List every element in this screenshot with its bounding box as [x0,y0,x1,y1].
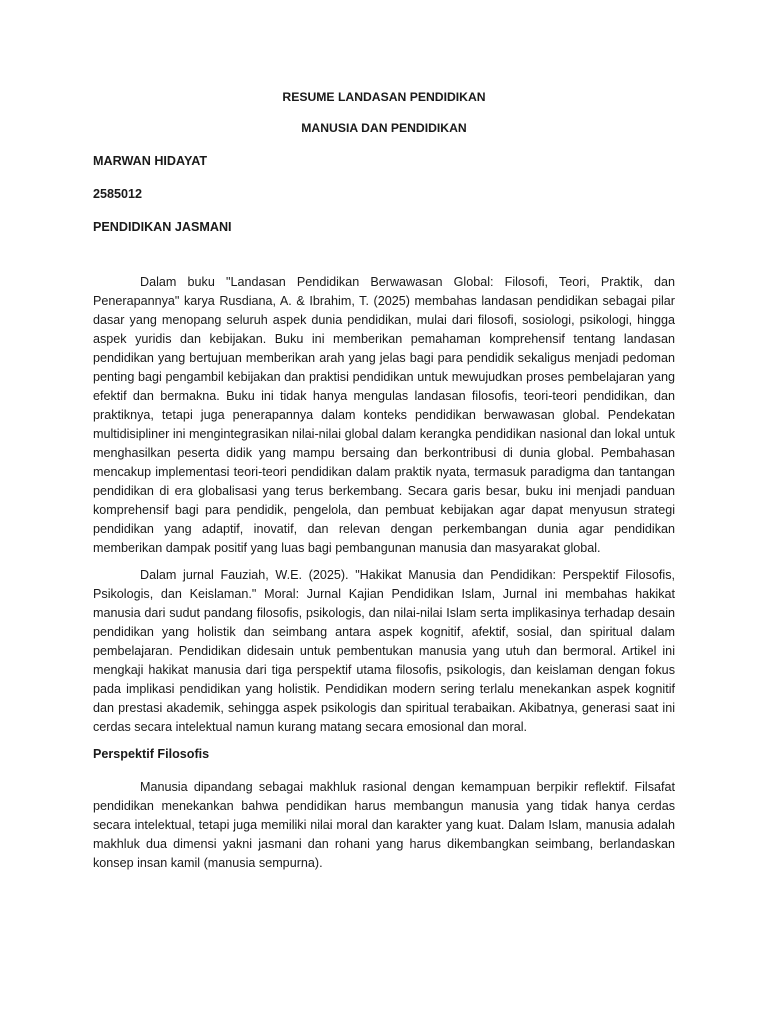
document-title: RESUME LANDASAN PENDIDIKAN [282,90,486,104]
paragraph-philosophical-perspective: Manusia dipandang sebagai makhluk rasional dengan kemampuan berpikir reflektif. Filsafat pendidikan menekankan bahwa pendidikan harus membangun manusia yang tidak hanya cerdas secara intelektual, tetapi juga memiliki nilai moral dan karakter yang kuat. Dalam Islam, manusia adalah makhluk dua dimensi yakni jasmani dan rohani yang harus dikembangkan seimbang, berlandaskan konsep insan kamil (manusia sempurna). [93,780,675,870]
paragraph-journal-summary: Dalam jurnal Fauziah, W.E. (2025). "Hakikat Manusia dan Pendidikan: Perspektif Filosofis, Psikologis, dan Keislaman." Moral: Jurnal Kajian Pendidikan Islam, Jurnal ini membahas hakikat manusia dari sudut pandang filosofis, psikologis, dan nilai-nilai Islam serta implikasinya terhadap desain pendidikan yang holistik dan seimbang antara aspek kognitif, afektif, sosial, dan spiritual dalam pembelajaran. Pendidikan didesain untuk pembentukan manusia yang utuh dan bermoral. Artikel ini mengkaji hakikat manusia dari tiga perspektif utama filosofis, psikologis, dan keislaman dengan fokus pada implikasi pendidikan yang holistik. Pendidikan modern sering terlalu menekankan aspek kognitif dan prestasi akademik, sehingga aspek psikologis dan spiritual terabaikan. Akibatnya, generasi saat ini cerdas secara intelektual namun kurang matang secara emosional dan moral. [93,568,675,734]
document-body [93,88,675,873]
paragraph-book-summary: Dalam buku "Landasan Pendidikan Berwawasan Global: Filosofi, Teori, Praktik, dan Penerapannya" karya Rusdiana, A. & Ibrahim, T. (2025) membahas landasan pendidikan sebagai pilar dasar yang menopang seluruh aspek dunia pendidikan, mulai dari filosofi, sosiologi, psikologi, hingga aspek yuridis dan kebijakan. Buku ini memberikan pemahaman komprehensif tentang landasan pendidikan yang bertujuan memberikan arah yang jelas bagi para pendidik sekaligus menjadi pedoman penting bagi pengambil kebijakan dan praktisi pendidikan untuk mewujudkan proses pembelajaran yang efektif dan bermakna. Buku ini tidak hanya mengulas landasan filosofis, teori-teori pendidikan, dan praktiknya, tetapi juga penerapannya dalam konteks pendidikan berwawasan global. Pendekatan multidisipliner ini mengintegrasikan nilai-nilai global dalam kerangka pendidikan nasional dan lokal untuk menghasilkan peserta didik yang mampu bersaing dan berkontribusi di dunia global. Pembahasan mencakup implementasi teori-teori pendidikan dalam praktik nyata, termasuk paradigma dan tantangan pendidikan di era globalisasi yang terus berkembang. Secara garis besar, buku ini menjadi panduan komprehensif bagi para pendidik, pengelola, dan pembuat kebijakan agar dapat menyusun strategi pendidikan yang adaptif, inovatif, dan relevan dengan perkembangan dunia agar pendidikan memberikan dampak positif yang luas bagi pembangunan manusia dan masyarakat global. [93,275,675,555]
department: PENDIDIKAN JASMANI [93,220,232,234]
student-id: 2585012 [93,187,143,201]
document-subtitle: MANUSIA DAN PENDIDIKAN [301,121,467,135]
section-heading: Perspektif Filosofis [93,747,210,761]
author-name: MARWAN HIDAYAT [93,154,208,168]
